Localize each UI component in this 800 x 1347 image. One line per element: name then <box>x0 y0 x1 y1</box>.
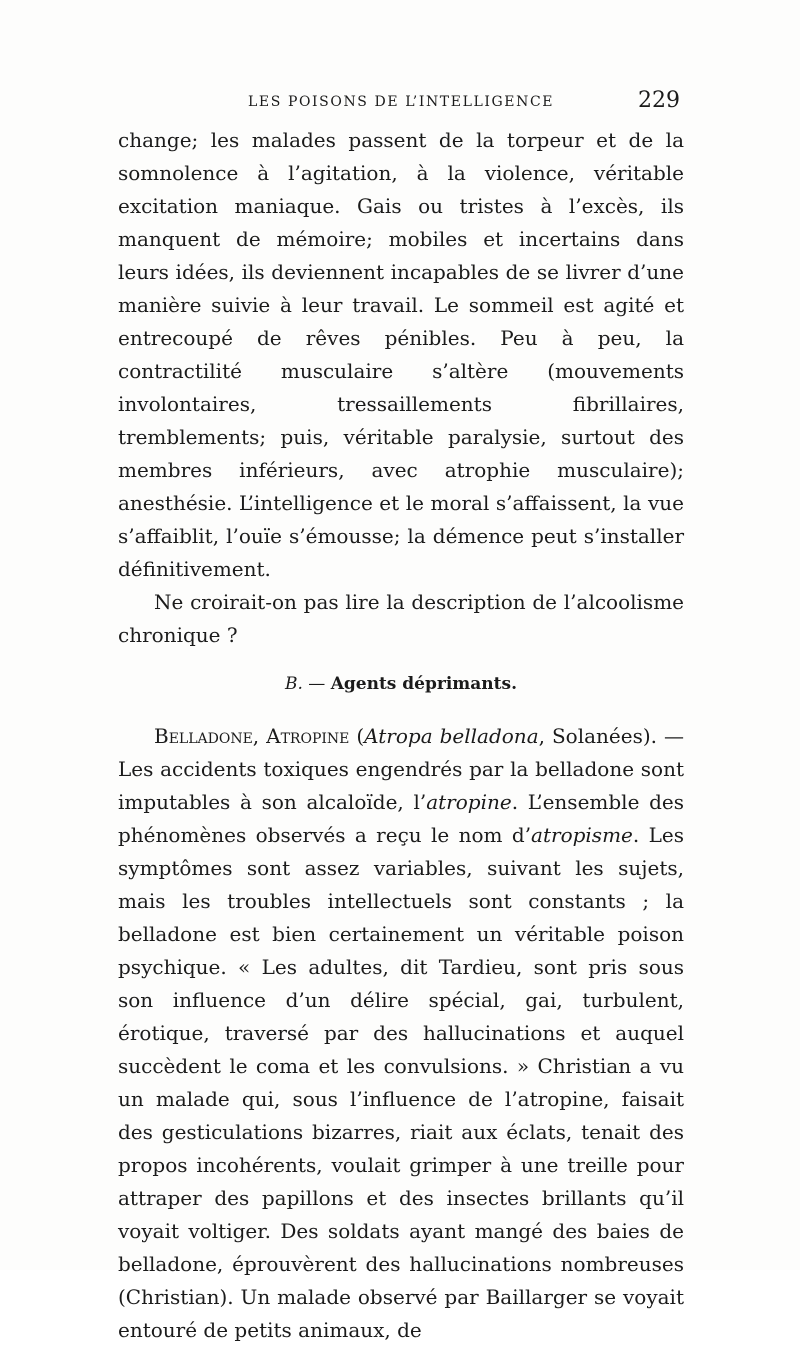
text-segment-2: . L’ensemble des phénomènes observés a reçu le nom d’ <box>118 790 685 847</box>
paragraph-symptoms: change; les malades passent de la torpeur et de la somnolence à l’agitation, à la violence, véritable excitation maniaque. Gais ou tristes à l’excès, ils manquent de mémoire; mobiles et incertains dans leurs idées, ils deviennent incapables de se livrer d’une manière suivie à leur travail. Le sommeil est agité et entrecoupé de rêves pénibles. Peu à peu, la contractilité musculaire s’altère (mouvements involontaires, tressaillements fibrillaires, tremblements; puis, véritable paralysie, surtout des membres inférieurs, avec atrophie musculaire); anesthésie. L’intelligence et le moral s’affaissent, la vue s’affaiblit, l’ouïe s’émousse; la démence peut s’installer définitivement. <box>118 128 684 581</box>
paren-open: ( <box>349 724 365 748</box>
section-letter: B. <box>284 674 303 694</box>
entry-separator: , <box>252 724 267 748</box>
entry-head-atropine: Atropine <box>266 724 350 748</box>
paragraph-belladone <box>118 720 684 1347</box>
paragraph-question: Ne croirait-on pas lire la description de l’alcoolisme chronique ? <box>118 590 684 647</box>
plant-family: , Solanées). <box>538 724 658 748</box>
text-segment-3: . Les symptômes sont assez variables, suivant les sujets, mais les troubles intellectuels sont constants ; la belladone est bien certainement un véritable poison psychique. « Les adultes, dit Tardieu, sont pris sous son influence d’un délire spécial, gai, turbulent, érotique, traversé par des hallucinations et auquel succèdent le coma et les convulsions. » Christian a vu un malade qui, sous l’influence de l’atropine, faisait des gesticulations bizarres, riait aux éclats, tenait des propos incohérents, voulait grimper à une treille pour attraper des papillons et des insectes brillants qu’il voyait voltiger. Des soldats ayant mangé des baies de belladone, éprouvèrent des hallucinations nombreuses (Christian). Un malade observé par Baillarger se voyait entouré de petits animaux, de <box>118 823 684 1342</box>
section-dash: — <box>302 674 331 694</box>
section-title: Agents déprimants. <box>330 674 518 694</box>
section-heading <box>118 670 684 698</box>
page-header <box>122 88 680 118</box>
body-text <box>118 124 684 1347</box>
term-atropine: atropine <box>426 790 512 814</box>
running-title: LES POISONS DE L’INTELLIGENCE <box>248 94 555 110</box>
text-segment-1: — Les accidents toxiques engendrés par la belladone sont imputables à son alcaloïde, l’ <box>118 724 684 814</box>
page-number: 229 <box>638 88 680 113</box>
latin-name: Atropa belladona <box>364 724 539 748</box>
term-atropisme: atropisme <box>531 823 633 847</box>
entry-head-belladone: Belladone <box>154 724 253 748</box>
